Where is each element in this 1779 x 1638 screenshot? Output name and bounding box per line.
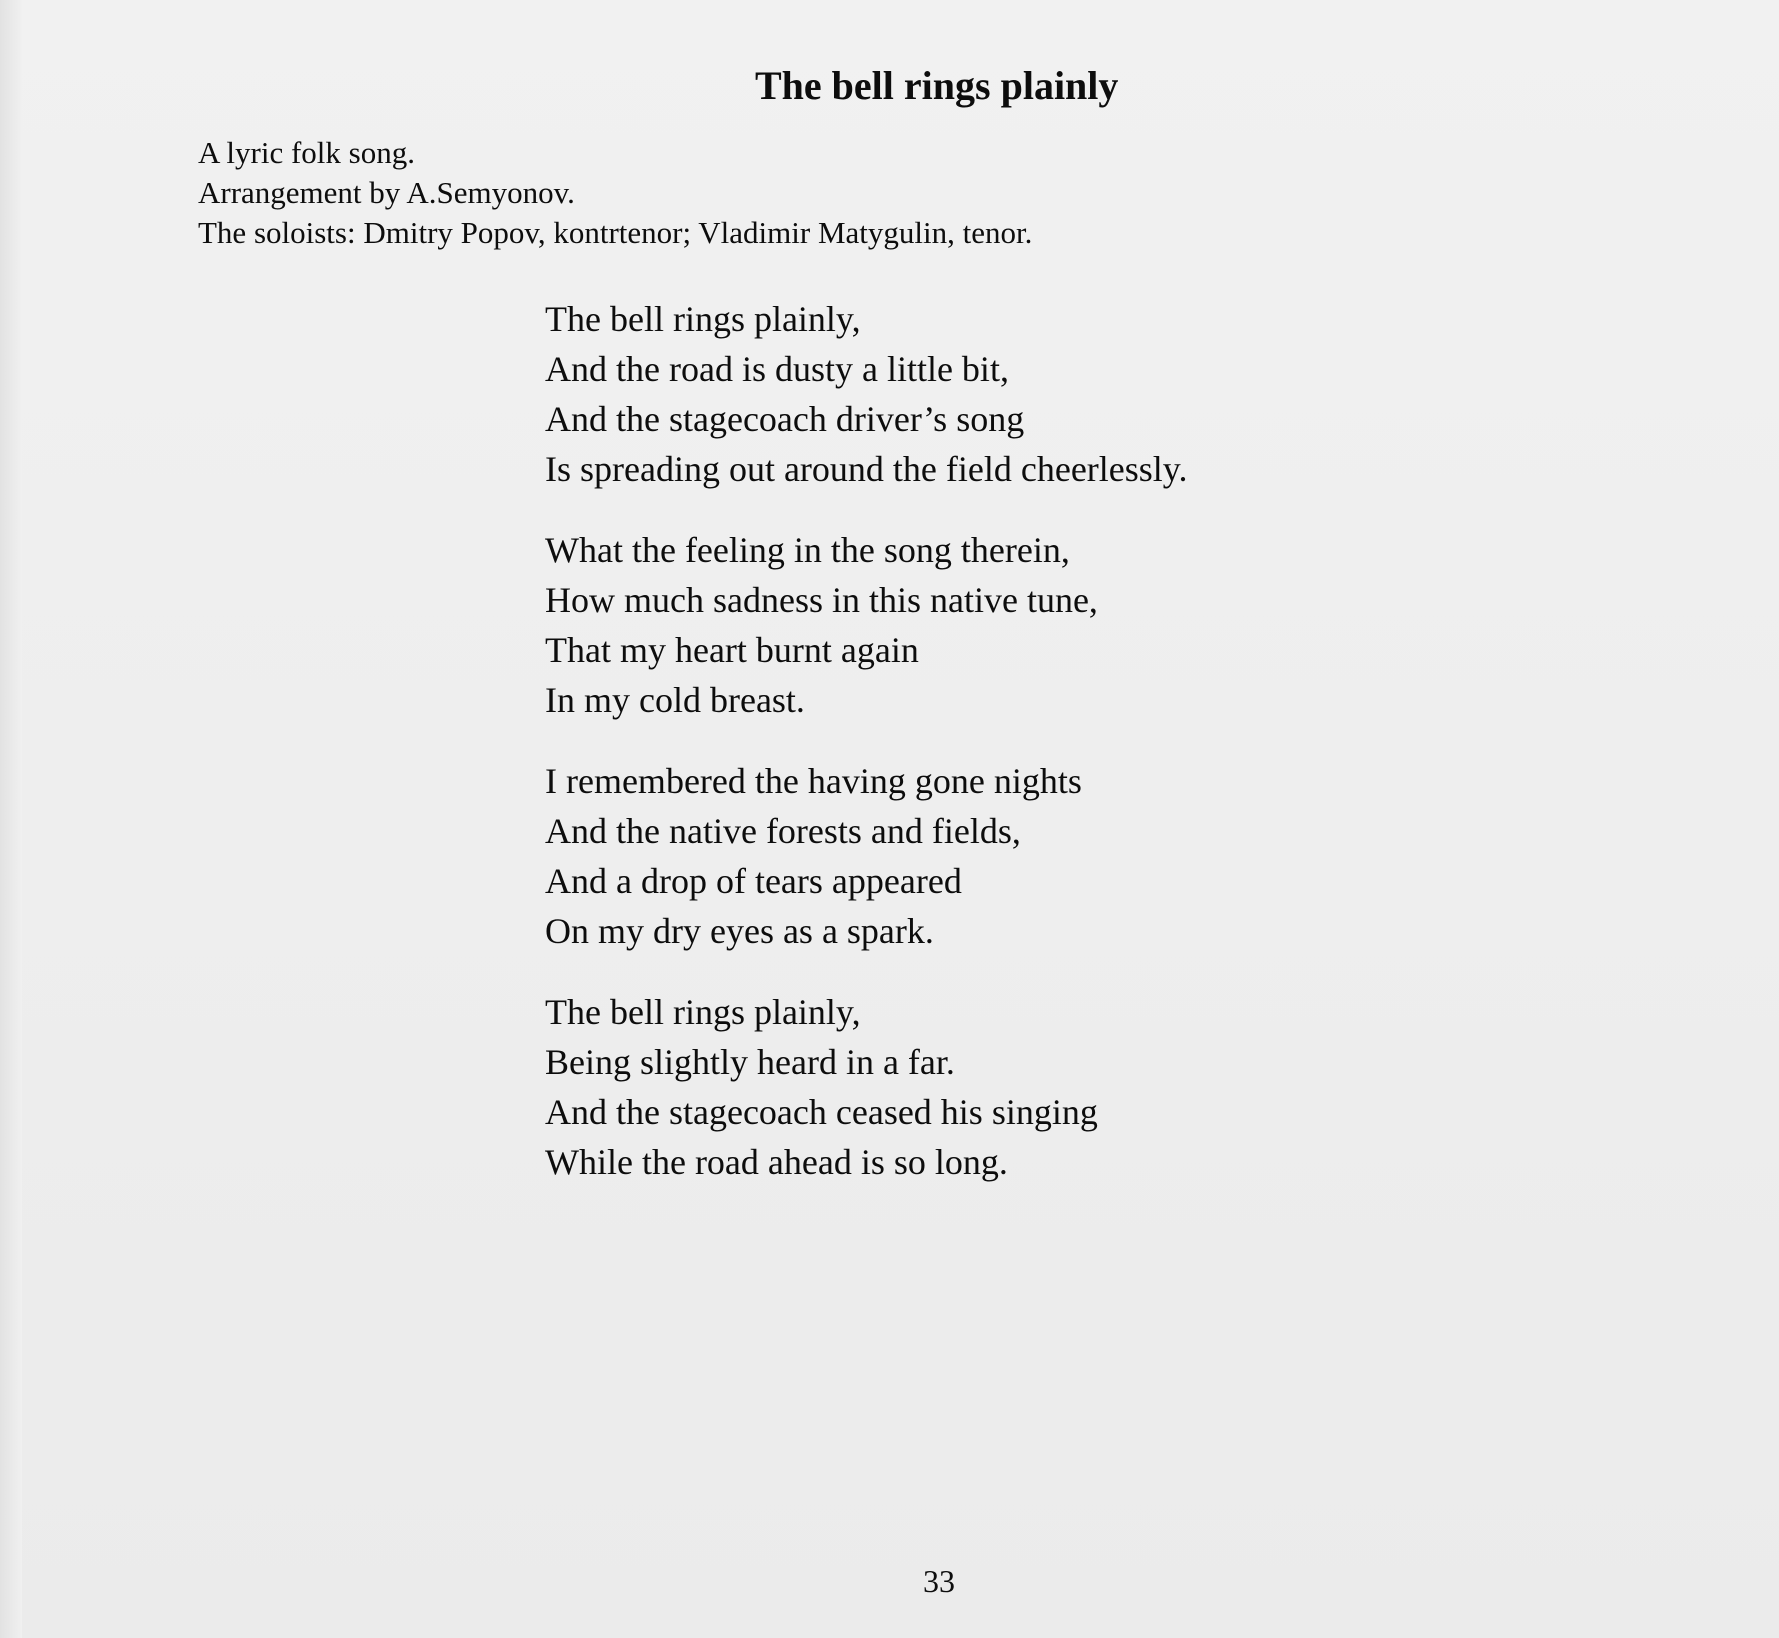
verse-line: And the stagecoach driver’s song — [545, 399, 1025, 439]
stanza-2 — [545, 525, 1187, 725]
verse-line: That my heart burnt again — [545, 630, 919, 670]
verse-line: Being slightly heard in a far. — [545, 1042, 955, 1082]
song-credits — [198, 133, 1032, 253]
song-soloists: The soloists: Dmitry Popov, kontrtenor; Vladimir Matygulin, tenor. — [198, 215, 1033, 250]
stanza-1 — [545, 294, 1187, 494]
verse-line: Is spreading out around the field cheerlessly. — [545, 449, 1188, 489]
verse-line: And the stagecoach ceased his singing — [545, 1092, 1098, 1132]
poem-body — [545, 294, 1187, 1218]
stanza-4 — [545, 987, 1187, 1187]
verse-line: How much sadness in this native tune, — [545, 580, 1098, 620]
verse-line: And the native forests and fields, — [545, 811, 1021, 851]
song-genre: A lyric folk song. — [198, 135, 415, 170]
verse-line: What the feeling in the song therein, — [545, 530, 1070, 570]
song-title: The bell rings plainly — [755, 63, 1119, 108]
verse-line: And the road is dusty a little bit, — [545, 349, 1009, 389]
verse-line: The bell rings plainly, — [545, 299, 861, 339]
song-arrangement: Arrangement by A.Semyonov. — [198, 175, 575, 210]
verse-line: The bell rings plainly, — [545, 992, 861, 1032]
page-number: 33 — [923, 1563, 955, 1599]
stanza-3 — [545, 756, 1187, 956]
verse-line: On my dry eyes as a spark. — [545, 911, 934, 951]
verse-line: And a drop of tears appeared — [545, 861, 962, 901]
verse-line: In my cold breast. — [545, 680, 805, 720]
verse-line: While the road ahead is so long. — [545, 1142, 1008, 1182]
page-fold-shadow — [0, 0, 22, 1638]
verse-line: I remembered the having gone nights — [545, 761, 1082, 801]
